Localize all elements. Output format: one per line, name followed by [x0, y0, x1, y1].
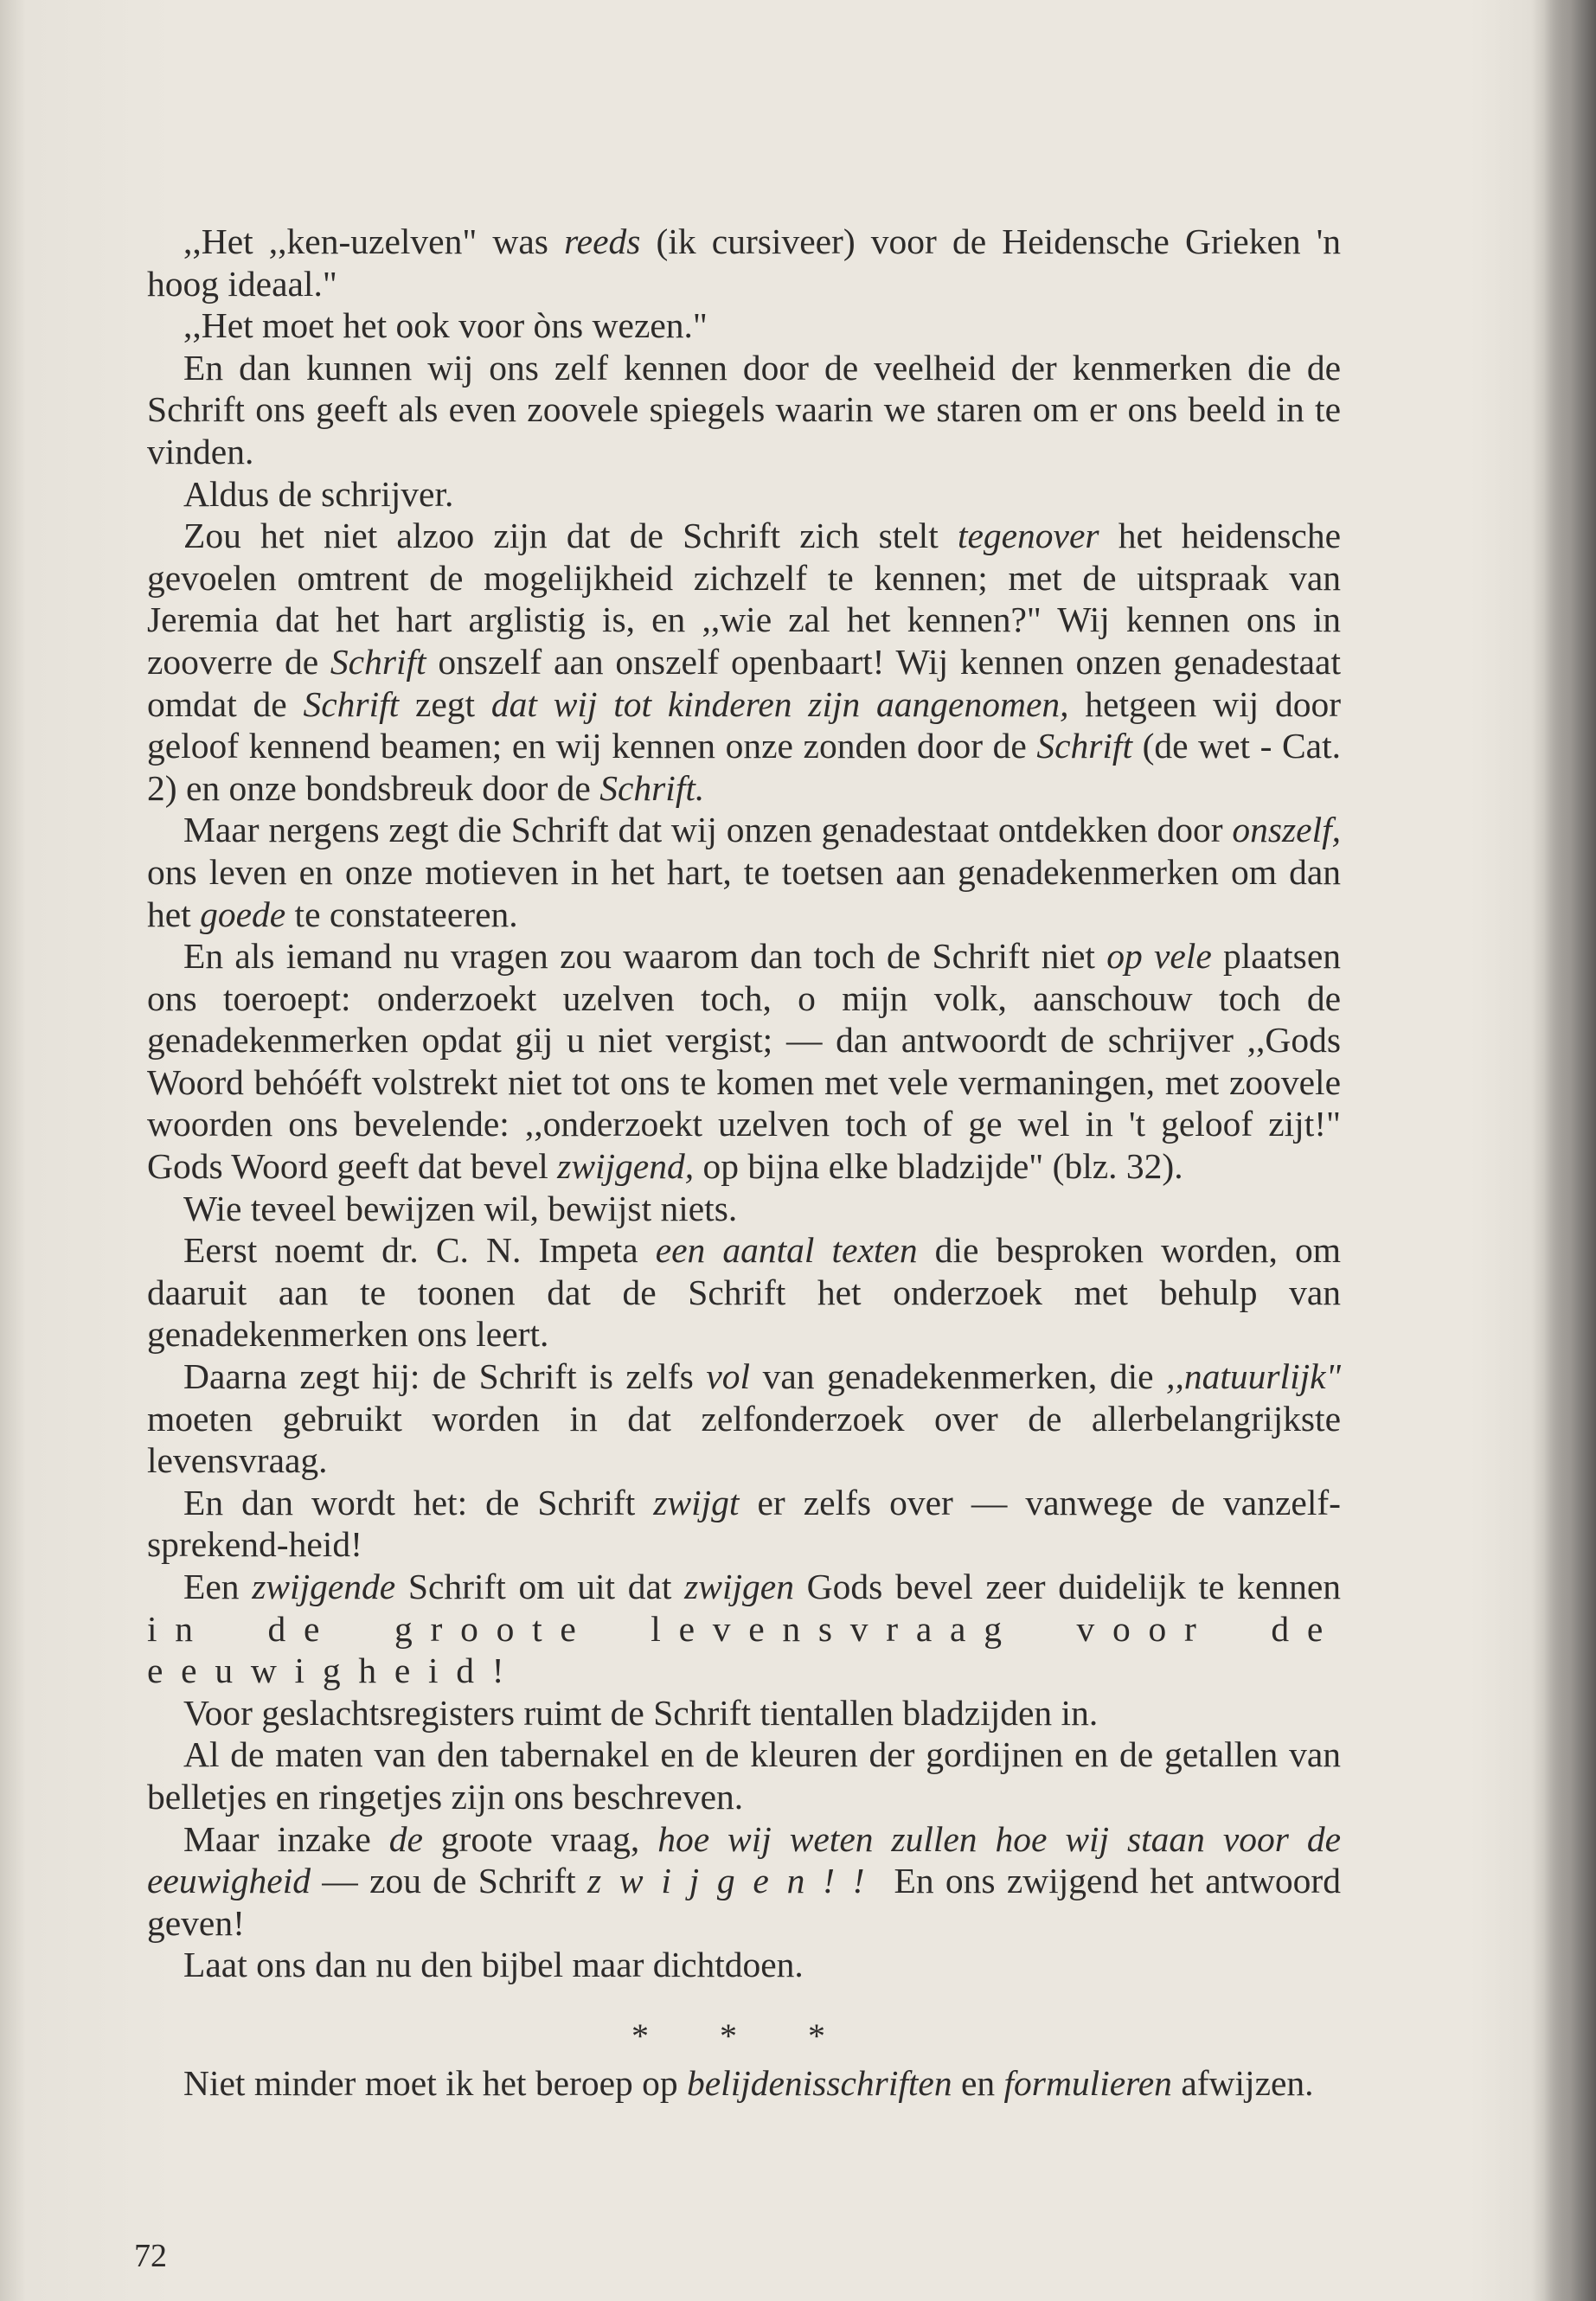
- text-run: plaatsen ons toeroept: onderzoekt uzelven toch, o mijn volk, aanschouw toch de genadekenmerken opdat gij u niet vergist; — dan antwoordt de schrijver ,,Gods Woord behóéft volstrekt niet tot ons te komen met vele vermaningen, met zoovele woorden ons bevelende: ,,onderzoekt uzelven toch of ge wel in 't geloof zijt!" Gods Woord geeft dat bevel: [147, 936, 1341, 1187]
- text-run: Schrift om uit dat: [395, 1567, 685, 1606]
- paragraph: [147, 515, 1341, 809]
- text-run: groote vraag,: [422, 1818, 658, 1859]
- text-run: afwijzen.: [1171, 2062, 1314, 2103]
- paragraph: [147, 1944, 1341, 1986]
- text-run: er zelfs over — vanwege de vanzelf-sprekend-heid!: [147, 1482, 1341, 1565]
- text-run: zegt: [399, 683, 491, 724]
- text-run: reeds: [564, 221, 641, 261]
- text-run: op bijna elke bladzijde" (blz. 32).: [694, 1146, 1183, 1187]
- page-number: 72: [134, 2238, 167, 2274]
- text-run: de: [388, 1818, 423, 1859]
- text-run: onszelf,: [1232, 810, 1341, 850]
- text-run: van genadekenmerken, die: [750, 1356, 1167, 1397]
- text-run: moeten gebruikt worden in dat zelfonderzoek over de allerbelangrijkste levensvraag.: [147, 1398, 1341, 1481]
- text-run: hoe wij weten zullen hoe wij staan voor de eeuwigheid: [147, 1818, 1341, 1901]
- text-run: zwijgen!!: [587, 1861, 883, 1901]
- text-run: en: [952, 2062, 1004, 2103]
- text-run: Wie teveel bewijzen wil, bewijst niets.: [183, 1188, 738, 1228]
- text-run: belijdenisschriften: [687, 2062, 952, 2103]
- text-run: Zou het niet alzoo zijn dat de Schrift zich stelt: [183, 516, 958, 556]
- text-run: hetgeen wij door geloof kennend beamen; en wij kennen onze zonden door de: [147, 683, 1342, 766]
- text-run: — zou de Schrift: [311, 1861, 588, 1901]
- paragraph: [147, 1734, 1341, 1817]
- paragraph: [147, 1818, 1341, 1945]
- text-run: Gods bevel zeer duidelijk te kennen: [793, 1567, 1341, 1606]
- text-run: goede: [200, 894, 286, 934]
- text-run: dat wij tot kinderen zijn aangenomen,: [490, 683, 1069, 724]
- text-run: En als iemand nu vragen zou waarom dan toch de Schrift niet: [183, 936, 1107, 977]
- text-run: onszelf aan onszelf openbaart! Wij kennen onzen genadestaat omdat de: [147, 641, 1341, 724]
- paragraph: [147, 1229, 1341, 1356]
- text-run: te constateeren.: [285, 894, 518, 934]
- paragraph: [147, 809, 1341, 935]
- final-text: [147, 2062, 1341, 2105]
- paragraph: [147, 1482, 1341, 1566]
- paragraph: [147, 1356, 1341, 1482]
- text-run: vol: [706, 1356, 751, 1397]
- text-run: Maar inzake: [183, 1818, 389, 1859]
- paragraph: [147, 935, 1341, 1188]
- text-run: Al de maten van den tabernakel en de kleuren der gordijnen en de getallen van belletjes en ringetjes zijn ons beschreven.: [147, 1734, 1341, 1817]
- text-run: die besproken worden, om daaruit aan te toonen dat de Schrift het onderzoek met behulp van genadekenmerken ons leert.: [147, 1230, 1342, 1355]
- text-run: Maar nergens zegt die Schrift dat wij onzen genadestaat ontdekken door: [183, 810, 1233, 850]
- section-separator: * * *: [631, 2016, 856, 2055]
- text-run: ,,natuurlijk": [1166, 1356, 1341, 1397]
- text-run: (ik cursiveer) voor de Heidensche Grieken 'n hoog ideaal.": [147, 221, 1341, 304]
- text-run: formulieren: [1003, 2062, 1172, 2103]
- paragraph: [147, 1692, 1341, 1734]
- paragraph: [147, 304, 1341, 347]
- text-run: ,,Het moet het ook voor òns wezen.": [183, 305, 708, 346]
- paragraph: [147, 347, 1341, 473]
- text-run: zwijgen: [684, 1567, 794, 1606]
- paragraph: [147, 1188, 1341, 1230]
- text-run: Schrift.: [599, 767, 705, 808]
- text-run: Eerst noemt dr. C. N. Impeta: [183, 1230, 656, 1271]
- text-run: En dan wordt het: de Schrift: [183, 1482, 654, 1522]
- paragraph: [147, 473, 1341, 516]
- text-run: Voor geslachtsregisters ruimt de Schrift tientallen bladzijden in.: [183, 1692, 1099, 1733]
- text-run: tegenover: [957, 516, 1099, 556]
- text-run: een aantal texten: [655, 1230, 918, 1271]
- text-run: zwijgend,: [557, 1146, 695, 1187]
- text-run: Een: [183, 1567, 253, 1606]
- text-run: het heidensche gevoelen omtrent de mogelijkheid zichzelf te kennen; met de uitspraak van Jeremia dat het hart arglistig is, en ,,wie zal het kennen?" Wij kennen ons in zooverre de: [147, 516, 1341, 682]
- text-run: Schrift: [330, 641, 426, 682]
- text-run: ,,Het ,,ken-uzelven" was: [183, 221, 565, 261]
- text-run: zwijgt: [653, 1482, 740, 1522]
- main-text: [147, 221, 1341, 1986]
- final-paragraph: [147, 2062, 1341, 2105]
- text-run: Aldus de schrijver.: [183, 473, 454, 514]
- text-run: (de wet - Cat. 2) en onze bondsbreuk door de: [147, 726, 1342, 808]
- text-run: Daarna zegt hij: de Schrift is zelfs: [183, 1356, 707, 1397]
- text-run: Laat ons dan nu den bijbel maar dichtdoen.: [183, 1945, 804, 1985]
- text-run: op vele: [1106, 936, 1212, 977]
- text-run: Niet minder moet ik het beroep op: [183, 2062, 687, 2103]
- text-run: !: [491, 1650, 504, 1691]
- text-run: En dan kunnen wij ons zelf kennen door de veelheid der kenmerken die de Schrift ons geeft als even zoovele spiegels waarin we staren om er ons beeld in te vinden.: [147, 347, 1341, 471]
- text-run: zwijgende: [252, 1567, 396, 1606]
- text-run: Schrift: [303, 683, 400, 724]
- text-run: in de groote levensvraag voor de eeuwigheid: [147, 1608, 1341, 1691]
- paragraph: [147, 1566, 1341, 1692]
- text-run: En ons zwijgend het antwoord geven!: [147, 1861, 1341, 1943]
- paragraph: [147, 221, 1341, 304]
- page-body: [147, 221, 1341, 2210]
- text-run: ons leven en onze motieven in het hart, te toetsen aan genadekenmerken om dan het: [147, 851, 1341, 934]
- book-spine-shadow: [1544, 0, 1596, 2301]
- text-run: Schrift: [1036, 726, 1132, 766]
